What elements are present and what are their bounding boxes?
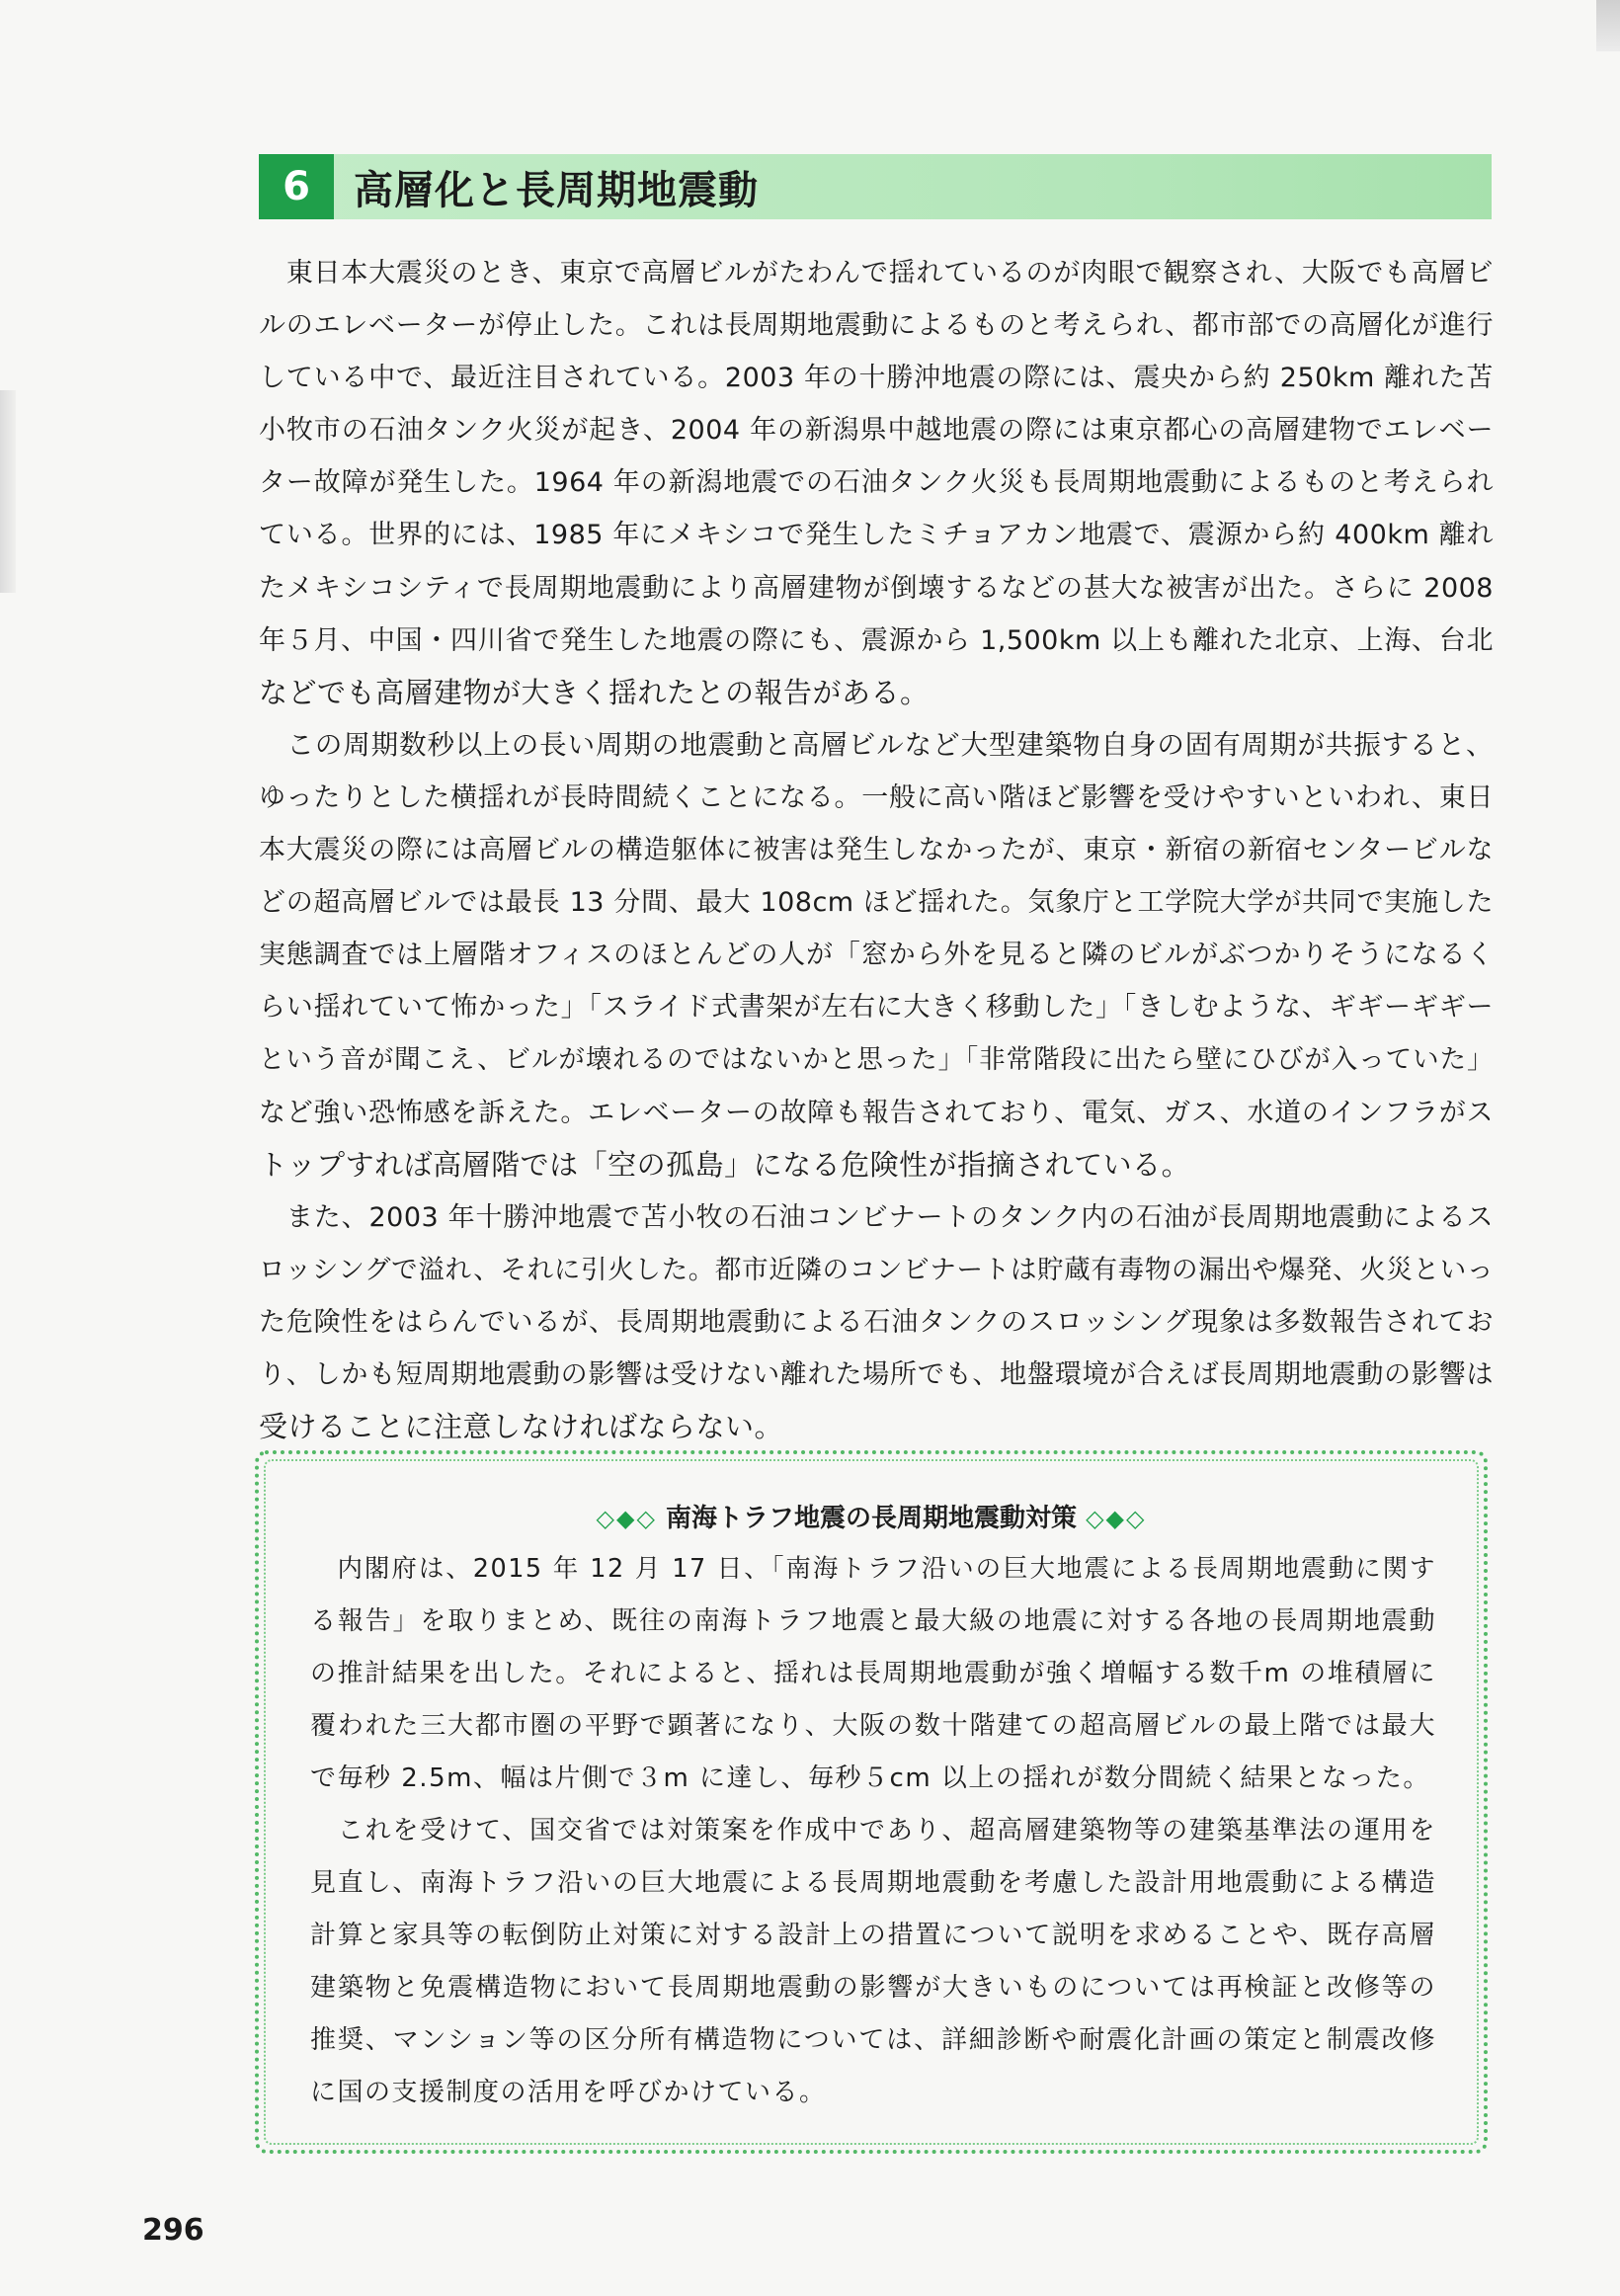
body-line: この周期数秒以上の長い周期の地震動と高層ビルなど大型建築物自身の固有周期が共振すると、 — [259, 728, 1494, 761]
column-line: る報告」を取りまとめ、既往の南海トラフ地震と最大級の地震に対する各地の長周期地震動 — [310, 1606, 1436, 1636]
body-line: という音が聞こえ、ビルが壊れるのではないかと思った」「非常階段に出たら壁にひびが入っていた」 — [259, 1044, 1494, 1076]
body-line: 受けることに注意しなければならない。 — [259, 1410, 784, 1444]
body-line: ロッシングで溢れ、それに引火した。都市近隣のコンビナートは貯蔵有毒物の漏出や爆発、火災といっ — [259, 1254, 1494, 1285]
body-line: トップすれば高層階では「空の孤島」になる危険性が指摘されている。 — [259, 1147, 1191, 1182]
page-number: 296 — [142, 2213, 204, 2248]
body-line: たメキシコシティで長周期地震動により高層建物が倒壊するなどの甚大な被害が出た。さらに 2008 — [259, 572, 1494, 604]
body-text — [259, 247, 1494, 1453]
column-text — [310, 1543, 1436, 2119]
body-line: ている。世界的には、1985 年にメキシコで発生したミチョアカン地震で、震源から約 400km 離れ — [259, 520, 1494, 551]
body-line: また、2003 年十勝沖地震で苫小牧の石油コンビナートのタンク内の石油が長周期地震動によるス — [259, 1201, 1494, 1233]
body-line: ルのエレベーターが停止した。これは長周期地震動によるものと考えられ、都市部での高層化が進行 — [259, 310, 1494, 342]
body-line: どの超高層ビルでは最長 13 分間、最大 108cm ほど揺れた。気象庁と工学院大学が共同で実施した — [259, 887, 1494, 919]
scan-edge-left — [0, 390, 16, 593]
column-line: の推計結果を出した。それによると、揺れは長周期地震動が強く増幅する数千m の堆積層に — [310, 1659, 1436, 1688]
body-line: 本大震災の際には高層ビルの構造躯体に被害は発生しなかったが、東京・新宿の新宿センタービルな — [259, 835, 1494, 866]
column-line: 推奨、マンション等の区分所有構造物については、詳細診断や耐震化計画の策定と制震改修 — [310, 2025, 1436, 2055]
column-line: に国の支援制度の活用を呼びかけている。 — [310, 2078, 827, 2107]
column-line: 覆われた三大都市圏の平野で顕著になり、大阪の数十階建ての超高層ビルの最上階では最大 — [310, 1711, 1436, 1741]
section-title: 高層化と長周期地震動 — [354, 167, 759, 213]
column-line: 内閣府は、2015 年 12 月 17 日、「南海トラフ沿いの巨大地震による長周期地震動に関す — [310, 1554, 1436, 1584]
body-line: ゆったりとした横揺れが長時間続くことになる。一般に高い階ほど影響を受けやすいといわれ、東日 — [259, 781, 1494, 813]
body-line: 東日本大震災のとき、東京で高層ビルがたわんで揺れているのが肉眼で観察され、大阪でも高層ビ — [259, 258, 1494, 288]
diamond-right-icon: ◇◆◇ — [1086, 1505, 1147, 1532]
column-line: 建築物と免震構造物において長周期地震動の影響が大きいものについては再検証と改修等の — [310, 1973, 1436, 2003]
column-line: で毎秒 2.5m、幅は片側で３m に達し、毎秒５cm 以上の揺れが数分間続く結果となった。 — [310, 1763, 1430, 1793]
column-line: これを受けて、国交省では対策案を作成中であり、超高層建築物等の建築基準法の運用を — [310, 1816, 1436, 1845]
body-line: など強い恐怖感を訴えた。エレベーターの故障も報告されており、電気、ガス、水道のインフラがス — [259, 1097, 1494, 1128]
body-line: などでも高層建物が大きく揺れたとの報告がある。 — [259, 675, 930, 709]
diamond-left-icon: ◇◆◇ — [596, 1505, 657, 1532]
body-line: ター故障が発生した。1964 年の新潟地震での石油タンク火災も長周期地震動によるものと考えられ — [259, 467, 1494, 499]
body-line: 小牧市の石油タンク火災が起き、2004 年の新潟県中越地震の際には東京都心の高層建物でエレベー — [259, 415, 1494, 447]
body-line: り、しかも短周期地震動の影響は受けない離れた場所でも、地盤環境が合えば長周期地震動の影響は — [259, 1358, 1494, 1390]
body-line: している中で、最近注目されている。2003 年の十勝沖地震の際には、震央から約 250km 離れた苫 — [259, 363, 1494, 394]
scan-edge-top-right — [1596, 0, 1620, 51]
body-line: 実態調査では上層階オフィスのほとんどの人が「窓から外を見ると隣のビルがぶつかりそうになるく — [259, 940, 1494, 971]
body-line: た危険性をはらんでいるが、長周期地震動による石油タンクのスロッシング現象は多数報告されてお — [259, 1306, 1494, 1338]
body-line: 年５月、中国・四川省で発生した地震の際にも、震源から 1,500km 以上も離れた北京、上海、台北 — [259, 624, 1494, 656]
column-line: 計算と家具等の転倒防止対策に対する設計上の措置について説明を求めることや、既存高層 — [310, 1921, 1436, 1950]
body-line: らい揺れていて怖かった」「スライド式書架が左右に大きく移動した」「きしむような、ギギーギギー — [259, 992, 1494, 1024]
section-number: 6 — [259, 154, 334, 219]
section-heading — [259, 154, 1492, 219]
column-line: 見直し、南海トラフ沿いの巨大地震による長周期地震動を考慮した設計用地震動による構造 — [310, 1868, 1436, 1898]
column-title-text: 南海トラフ地震の長周期地震動対策 — [665, 1504, 1077, 1533]
column-title — [259, 1498, 1484, 1534]
column-box — [255, 1450, 1488, 2154]
